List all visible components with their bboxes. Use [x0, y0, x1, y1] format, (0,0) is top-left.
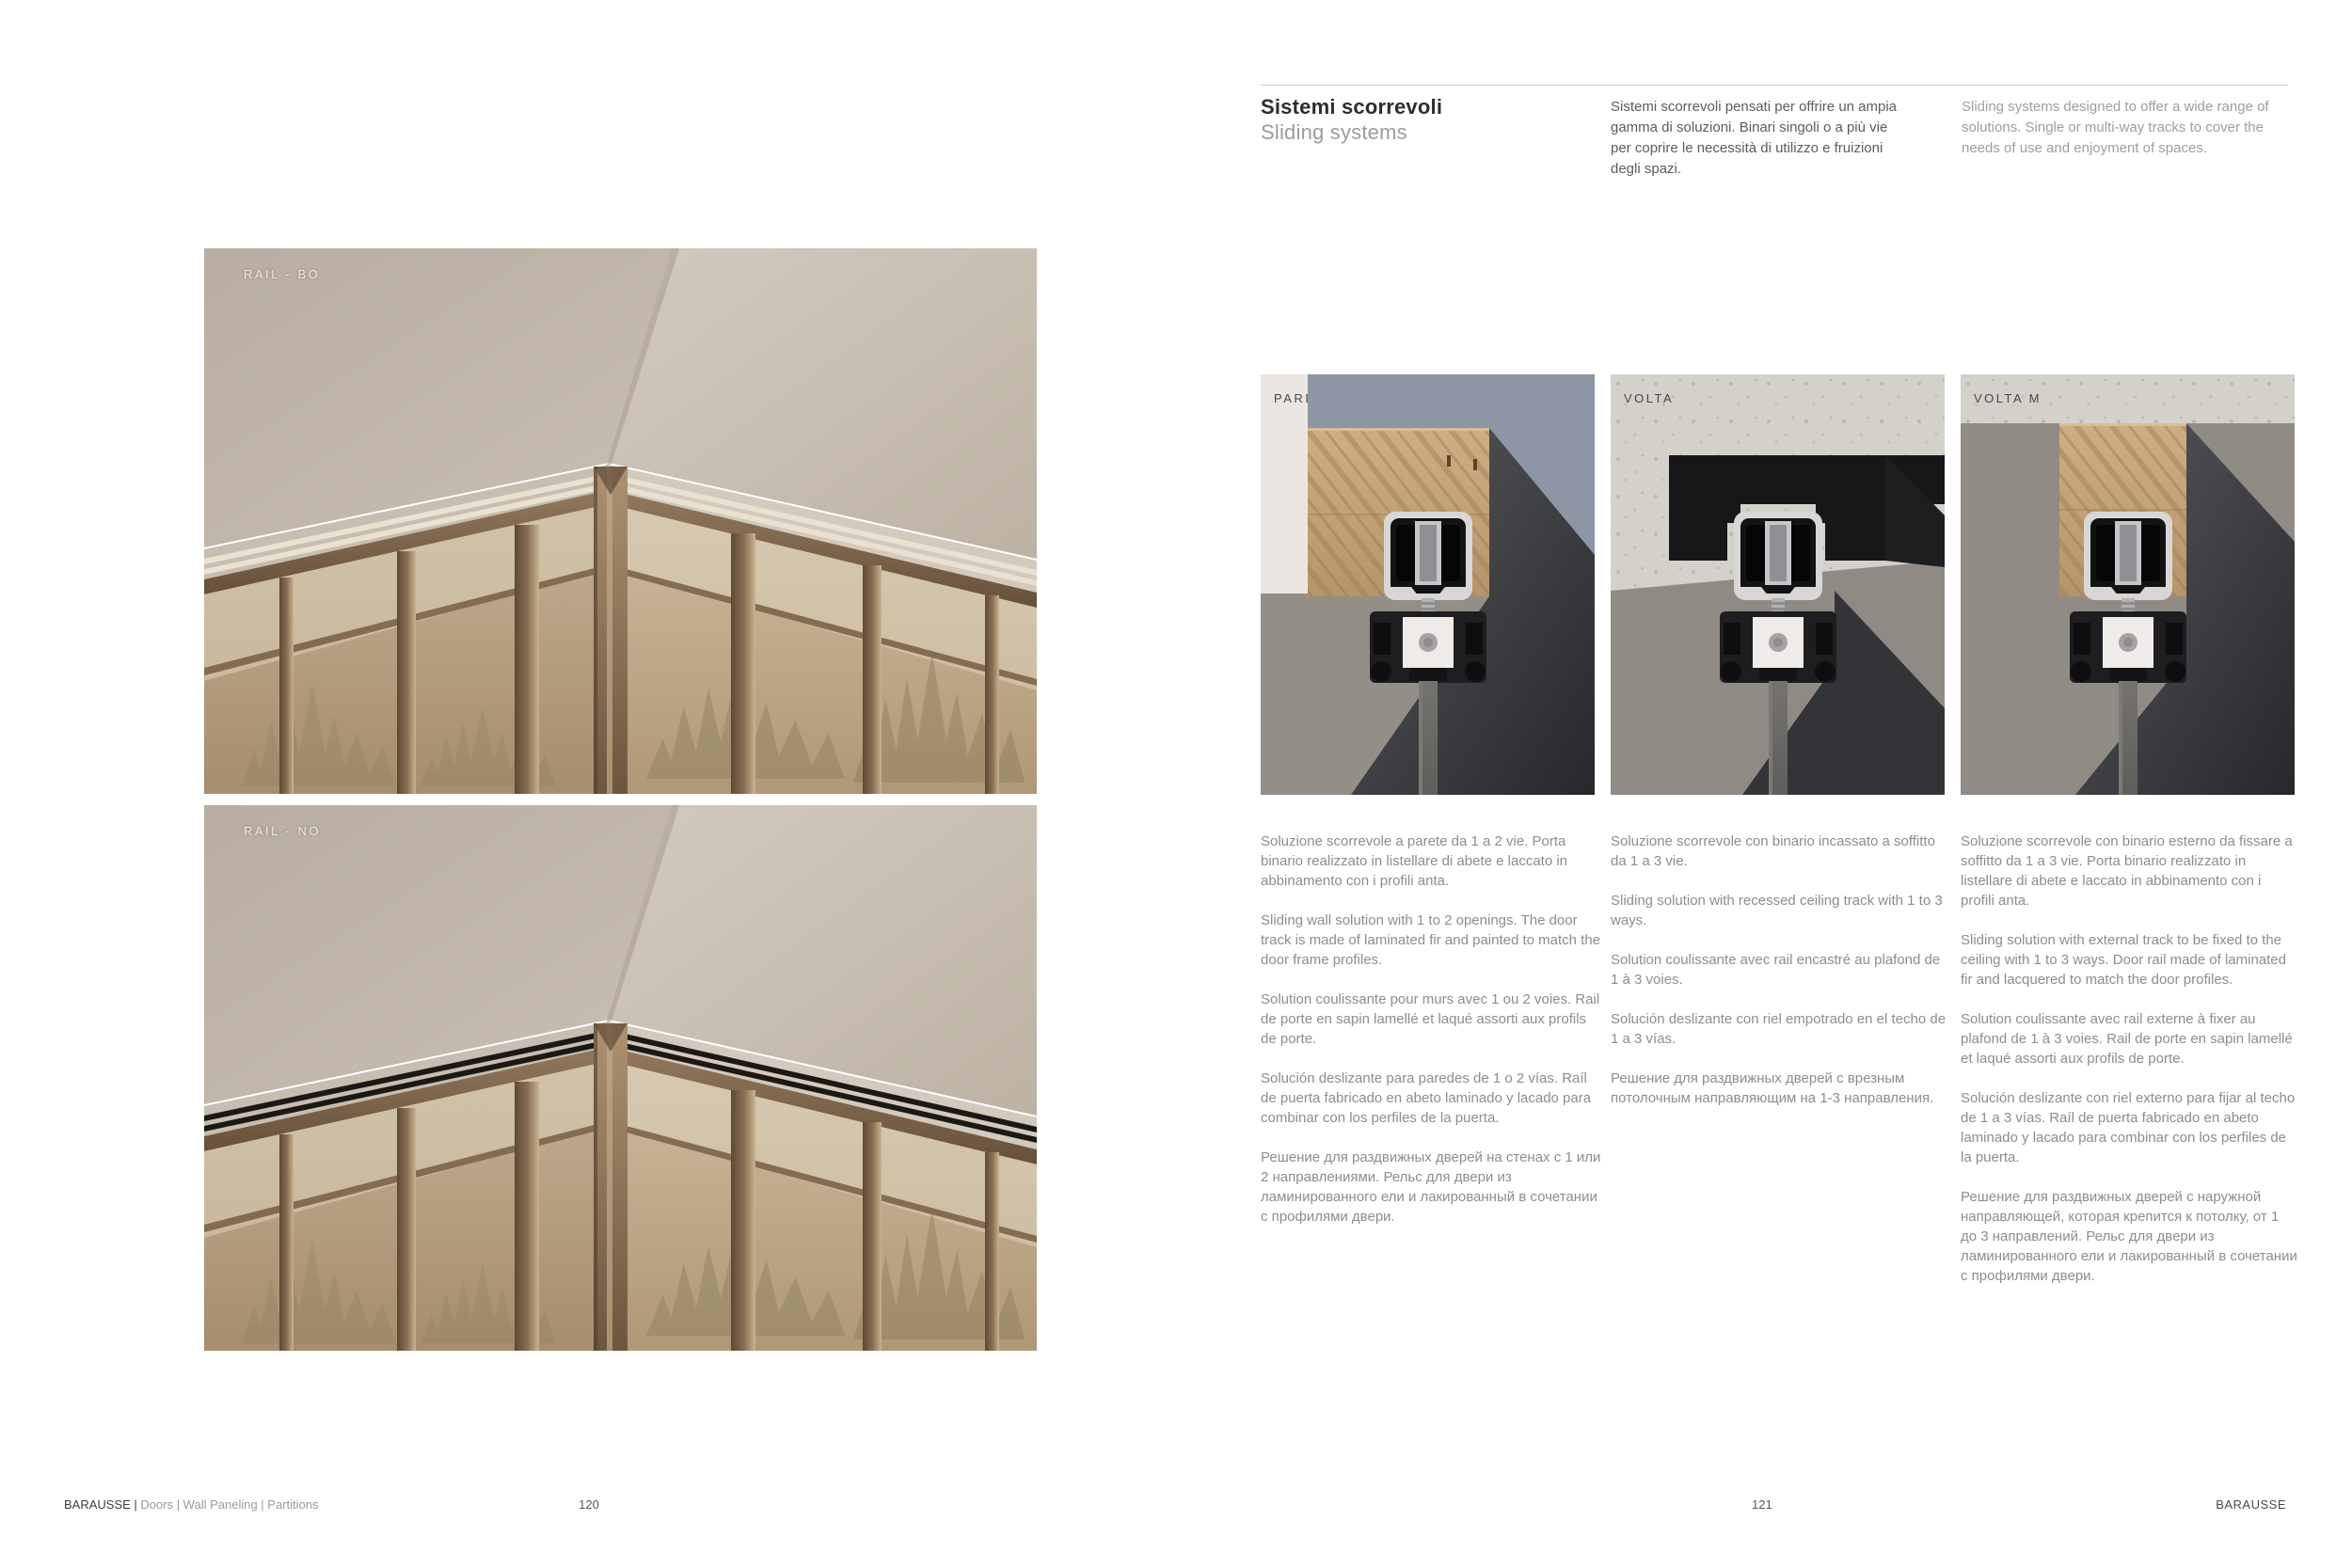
page-number-right: 121	[1752, 1497, 1772, 1512]
detail-label-volta-m: VOLTA M	[1974, 391, 2042, 405]
pari-section-render	[1261, 374, 1595, 795]
volta-m-section-render	[1961, 374, 2295, 795]
volta-m-text-es: Solución deslizante con riel externo para fijar al techo de 1 a 3 vías. Raíl de puerta fabricado en abeto laminado y lacado para combinar con los perfiles de la puerta.	[1961, 1090, 2296, 1165]
page-number-left: 120	[579, 1497, 599, 1512]
pari-text-fr: Solution coulissante pour murs avec 1 ou 2 voies. Rail de porte en sapin lamellé et laqué assorti aux profils de porte.	[1261, 991, 1600, 1047]
intro-english: Sliding systems designed to offer a wide range of solutions. Single or multi-way tracks to cover the needs of use and enjoyment of spaces.	[1962, 99, 2269, 156]
corner-glazing-photo-bo	[204, 248, 1037, 794]
photo-rail-bo	[204, 248, 1037, 794]
volta-m-text-fr: Solution coulissante avec rail externe à fixer au plafond de 1 à 3 voies. Rail de porte en sapin lamellé et laqué assorti aux profils de porte.	[1961, 1011, 2293, 1067]
footer-sections: Doors | Wall Paneling | Partitions	[136, 1497, 319, 1512]
corner-glazing-photo-no	[204, 805, 1037, 1351]
volta-text-fr: Solution coulissante avec rail encastré au plafond de 1 à 3 voies.	[1611, 952, 1941, 988]
detail-image-pari	[1261, 374, 1595, 795]
volta-m-text-ru: Решение для раздвижных дверей с наружной направляющей, которая крепится к потолку, от 1 до 3 направлений. Рельс для двери из ламинированного ели и лакированный в сочетании с профилями двери.	[1961, 1189, 2297, 1284]
volta-text-it: Soluzione scorrevole con binario incassato a soffitto da 1 a 3 vie.	[1611, 833, 1935, 869]
description-column-volta-m	[1961, 832, 2297, 1306]
detail-label-pari: PARI	[1274, 391, 1311, 405]
intro-italian: Sistemi scorrevoli pensati per offrire un ampia gamma di soluzioni. Binari singoli o a più vie per coprire le necessità di utilizzo e fruizioni degli spazi.	[1611, 99, 1898, 177]
photo-label-rail-no: RAIL - NO	[244, 824, 321, 838]
description-column-volta	[1611, 832, 1951, 1128]
detail-image-volta-m	[1961, 374, 2295, 795]
volta-section-render	[1611, 374, 1945, 795]
volta-m-text-it: Soluzione scorrevole con binario esterno da fissare a soffitto da 1 a 3 vie. Porta binario realizzato in listellare di abete e laccato in abbinamento con i profili anta.	[1961, 833, 2293, 909]
top-rule	[1261, 85, 2288, 86]
pari-text-ru: Решение для раздвижных дверей на стенах с 1 или 2 направлениями. Рельс для двери из ламинированного ели и лакированный в сочетании с профилями двери.	[1261, 1149, 1601, 1225]
photo-label-rail-bo: RAIL - BO	[244, 267, 321, 281]
pari-text-it: Soluzione scorrevole a parete da 1 a 2 vie. Porta binario realizzato in listellare di abete e laccato in abbinamento con i profili anta.	[1261, 833, 1568, 889]
volta-text-es: Solución deslizante con riel empotrado en el techo de 1 a 3 vías.	[1611, 1011, 1947, 1047]
footer-brand-right: BARAUSSE	[2216, 1497, 2286, 1512]
photo-rail-no	[204, 805, 1037, 1351]
pari-text-en: Sliding wall solution with 1 to 2 openings. The door track is made of laminated fir and painted to match the door frame profiles.	[1261, 912, 1601, 968]
pari-text-es: Solución deslizante para paredes de 1 o 2 vías. Raíl de puerta fabricado en abeto laminado y lacado para combinar con los perfiles de la puerta.	[1261, 1070, 1592, 1126]
description-column-pari	[1261, 832, 1601, 1246]
title-english: Sliding systems	[1261, 120, 1407, 144]
footer-brandline	[64, 1497, 318, 1512]
detail-label-volta: VOLTA	[1624, 391, 1675, 405]
detail-image-volta	[1611, 374, 1945, 795]
volta-m-text-en: Sliding solution with external track to be fixed to the ceiling with 1 to 3 ways. Door rail made of laminated fir and lacquered to match the door profiles.	[1961, 932, 2286, 988]
footer-brand: BARAUSSE |	[64, 1497, 137, 1512]
volta-text-ru: Решение для раздвижных дверей с врезным потолочным направляющим на 1-3 направления.	[1611, 1070, 1934, 1106]
section-header	[1261, 94, 1442, 145]
volta-text-en: Sliding solution with recessed ceiling track with 1 to 3 ways.	[1611, 893, 1943, 928]
title-italian: Sistemi scorrevoli	[1261, 95, 1443, 119]
